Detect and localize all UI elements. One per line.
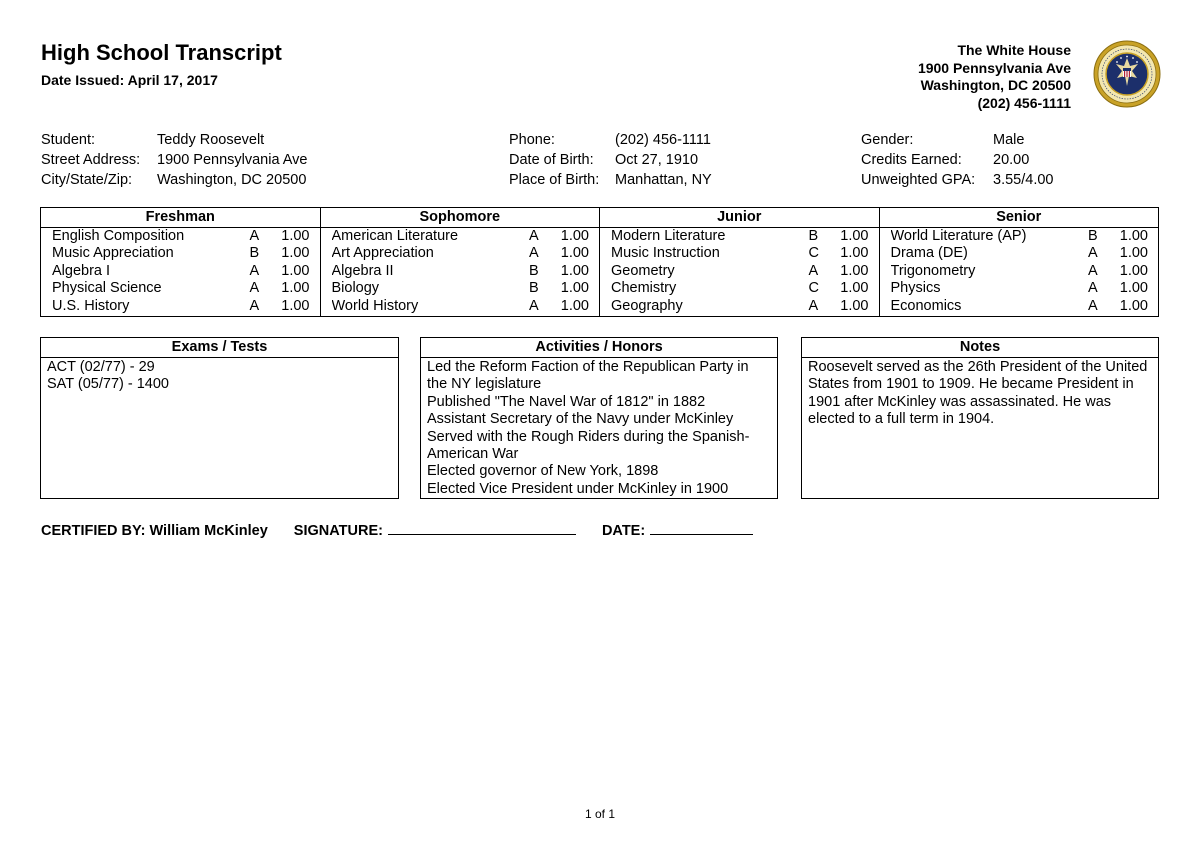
activity-item: Elected governor of New York, 1898 bbox=[427, 463, 659, 480]
info-value: Manhattan, NY bbox=[615, 172, 712, 188]
info-row-credits bbox=[861, 150, 1053, 170]
student-info-column-1 bbox=[41, 130, 308, 190]
course-credits: 1.00 bbox=[840, 245, 869, 262]
course-name: Drama (DE) bbox=[890, 245, 968, 262]
notes-heading: Notes bbox=[802, 338, 1158, 358]
info-label: Place of Birth: bbox=[509, 172, 600, 188]
course-credits: 1.00 bbox=[560, 262, 589, 279]
course-grade: A bbox=[1088, 297, 1098, 314]
activity-item: Elected Vice President under McKinley in 1900 bbox=[427, 480, 729, 497]
exam-item: SAT (05/77) - 1400 bbox=[47, 376, 169, 393]
document-title: High School Transcript bbox=[41, 40, 282, 65]
course-grade: A bbox=[808, 297, 819, 314]
course-credits: 1.00 bbox=[840, 262, 869, 279]
course-name: Geography bbox=[611, 297, 683, 314]
course-name: English Composition bbox=[52, 228, 185, 244]
course-grade: A bbox=[808, 262, 819, 279]
student-info-column-3 bbox=[861, 130, 1053, 190]
date-label: DATE: bbox=[601, 523, 646, 539]
year-column-freshman bbox=[41, 208, 320, 316]
course-grade: A bbox=[1088, 245, 1098, 262]
exams-box bbox=[40, 337, 399, 499]
course-grade: A bbox=[249, 280, 260, 297]
course-credits: 1.00 bbox=[281, 245, 310, 262]
school-address-block bbox=[918, 42, 1071, 112]
course-grade: A bbox=[249, 262, 260, 279]
info-value: Teddy Roosevelt bbox=[157, 132, 265, 148]
school-name: The White House bbox=[957, 42, 1071, 58]
course-credits: 1.00 bbox=[840, 297, 869, 314]
course-grade: B bbox=[1088, 228, 1098, 244]
info-label: Date of Birth: bbox=[509, 152, 594, 168]
course-row bbox=[41, 263, 320, 280]
course-name: Algebra II bbox=[331, 262, 394, 279]
course-grade: B bbox=[249, 245, 260, 262]
course-credits: 1.00 bbox=[560, 245, 589, 262]
course-name: Physics bbox=[890, 280, 941, 297]
info-label: Phone: bbox=[509, 132, 555, 148]
school-city: Washington, DC 20500 bbox=[920, 77, 1071, 93]
student-info-column-2 bbox=[509, 130, 712, 190]
course-row bbox=[41, 298, 320, 315]
course-credits: 1.00 bbox=[281, 297, 310, 314]
activity-item: Assistant Secretary of the Navy under McKinley bbox=[427, 411, 734, 428]
course-grade: C bbox=[808, 245, 819, 262]
info-value: 3.55/4.00 bbox=[993, 172, 1054, 188]
year-column-junior bbox=[599, 208, 879, 316]
course-credits: 1.00 bbox=[281, 280, 310, 297]
course-row bbox=[600, 263, 879, 280]
course-name: Chemistry bbox=[611, 280, 677, 297]
year-heading: Junior bbox=[600, 208, 879, 228]
info-label: Unweighted GPA: bbox=[861, 172, 976, 188]
course-row bbox=[321, 298, 600, 315]
course-name: Algebra I bbox=[52, 262, 111, 279]
notes-box bbox=[801, 337, 1159, 499]
info-row-phone bbox=[509, 130, 712, 150]
course-credits: 1.00 bbox=[281, 228, 310, 244]
page-number: 1 of 1 bbox=[584, 807, 616, 821]
course-grade: B bbox=[529, 262, 539, 279]
course-row bbox=[600, 280, 879, 297]
course-name: World History bbox=[331, 297, 419, 314]
course-row bbox=[600, 245, 879, 262]
course-grade: A bbox=[529, 228, 539, 244]
date-issued: Date Issued: April 17, 2017 bbox=[41, 72, 218, 88]
course-name: Modern Literature bbox=[611, 228, 726, 244]
course-credits: 1.00 bbox=[1119, 280, 1148, 297]
course-name: U.S. History bbox=[52, 297, 130, 314]
course-grade: A bbox=[1088, 280, 1098, 297]
course-credits: 1.00 bbox=[1119, 228, 1148, 244]
activities-box bbox=[420, 337, 778, 499]
info-row-pob bbox=[509, 170, 712, 190]
info-value: Washington, DC 20500 bbox=[157, 172, 307, 188]
course-grade: A bbox=[1088, 262, 1098, 279]
info-label: Student: bbox=[41, 132, 96, 148]
info-row-city bbox=[41, 170, 308, 190]
course-row bbox=[41, 280, 320, 297]
course-credits: 1.00 bbox=[1119, 297, 1148, 314]
course-row bbox=[880, 280, 1159, 297]
year-heading: Sophomore bbox=[321, 208, 600, 228]
info-label: City/State/Zip: bbox=[41, 172, 133, 188]
exam-item: ACT (02/77) - 29 bbox=[47, 359, 155, 375]
course-name: Trigonometry bbox=[890, 262, 976, 279]
course-grade: B bbox=[808, 228, 819, 244]
exams-body bbox=[41, 358, 398, 394]
course-credits: 1.00 bbox=[840, 280, 869, 297]
course-row bbox=[41, 245, 320, 262]
info-value: Oct 27, 1910 bbox=[615, 152, 699, 168]
course-name: Geometry bbox=[611, 262, 675, 279]
course-credits: 1.00 bbox=[560, 228, 589, 244]
course-grade: A bbox=[249, 228, 260, 244]
info-row-street bbox=[41, 150, 308, 170]
presidential-seal-icon bbox=[1093, 40, 1161, 108]
course-grade: A bbox=[529, 245, 539, 262]
course-row bbox=[321, 228, 600, 245]
year-column-senior bbox=[879, 208, 1159, 316]
course-row bbox=[321, 263, 600, 280]
course-row bbox=[600, 298, 879, 315]
course-name: Art Appreciation bbox=[331, 245, 434, 262]
course-row bbox=[321, 280, 600, 297]
course-row bbox=[880, 245, 1159, 262]
year-heading: Freshman bbox=[41, 208, 320, 228]
course-row bbox=[41, 228, 320, 245]
course-name: World Literature (AP) bbox=[890, 228, 1027, 244]
activity-item: Published "The Navel War of 1812" in 1882 bbox=[427, 393, 706, 410]
grades-table bbox=[40, 207, 1159, 317]
info-row-student bbox=[41, 130, 308, 150]
course-name: Music Appreciation bbox=[52, 245, 174, 262]
activity-item: Led the Reform Faction of the Republican Party in the NY legislature bbox=[427, 359, 749, 393]
certified-by: CERTIFIED BY: William McKinley bbox=[41, 523, 268, 539]
certification-line bbox=[41, 521, 753, 539]
signature-line bbox=[388, 521, 576, 535]
course-credits: 1.00 bbox=[1119, 245, 1148, 262]
activities-heading: Activities / Honors bbox=[421, 338, 777, 358]
year-column-sophomore bbox=[320, 208, 600, 316]
course-name: Physical Science bbox=[52, 280, 162, 297]
info-row-dob bbox=[509, 150, 712, 170]
course-grade: C bbox=[808, 280, 819, 297]
course-grade: B bbox=[529, 280, 539, 297]
info-value: Male bbox=[993, 132, 1025, 148]
info-row-gpa bbox=[861, 170, 1053, 190]
info-label: Gender: bbox=[861, 132, 914, 148]
course-name: Economics bbox=[890, 297, 962, 314]
info-value: 1900 Pennsylvania Ave bbox=[157, 152, 308, 168]
course-row bbox=[880, 298, 1159, 315]
course-credits: 1.00 bbox=[560, 280, 589, 297]
exams-heading: Exams / Tests bbox=[41, 338, 398, 358]
course-name: Biology bbox=[331, 280, 380, 297]
course-name: American Literature bbox=[331, 228, 459, 244]
info-label: Street Address: bbox=[41, 152, 141, 168]
course-credits: 1.00 bbox=[281, 262, 310, 279]
school-street: 1900 Pennsylvania Ave bbox=[917, 59, 1071, 76]
activities-body bbox=[421, 358, 777, 498]
course-grade: A bbox=[529, 297, 539, 314]
course-grade: A bbox=[249, 297, 260, 314]
info-label: Credits Earned: bbox=[861, 152, 962, 168]
year-heading: Senior bbox=[880, 208, 1159, 228]
signature-label: SIGNATURE: bbox=[293, 523, 383, 539]
course-row bbox=[600, 228, 879, 245]
school-phone: (202) 456-1111 bbox=[977, 94, 1071, 111]
info-value: (202) 456-1111 bbox=[615, 132, 711, 148]
course-credits: 1.00 bbox=[1119, 262, 1148, 279]
date-line bbox=[650, 521, 753, 535]
course-credits: 1.00 bbox=[840, 228, 869, 244]
course-row bbox=[880, 263, 1159, 280]
course-row bbox=[321, 245, 600, 262]
activity-item: Served with the Rough Riders during the Spanish-American War bbox=[427, 428, 750, 463]
course-row bbox=[880, 228, 1159, 245]
course-credits: 1.00 bbox=[560, 297, 589, 314]
course-name: Music Instruction bbox=[611, 245, 720, 262]
info-value: 20.00 bbox=[993, 152, 1030, 168]
notes-body: Roosevelt served as the 26th President of the United States from 1901 to 1909. He became President in 1901 after McKinley was assassinated. He was elected to a full term in 1904. bbox=[808, 359, 1148, 428]
info-row-gender bbox=[861, 130, 1053, 150]
